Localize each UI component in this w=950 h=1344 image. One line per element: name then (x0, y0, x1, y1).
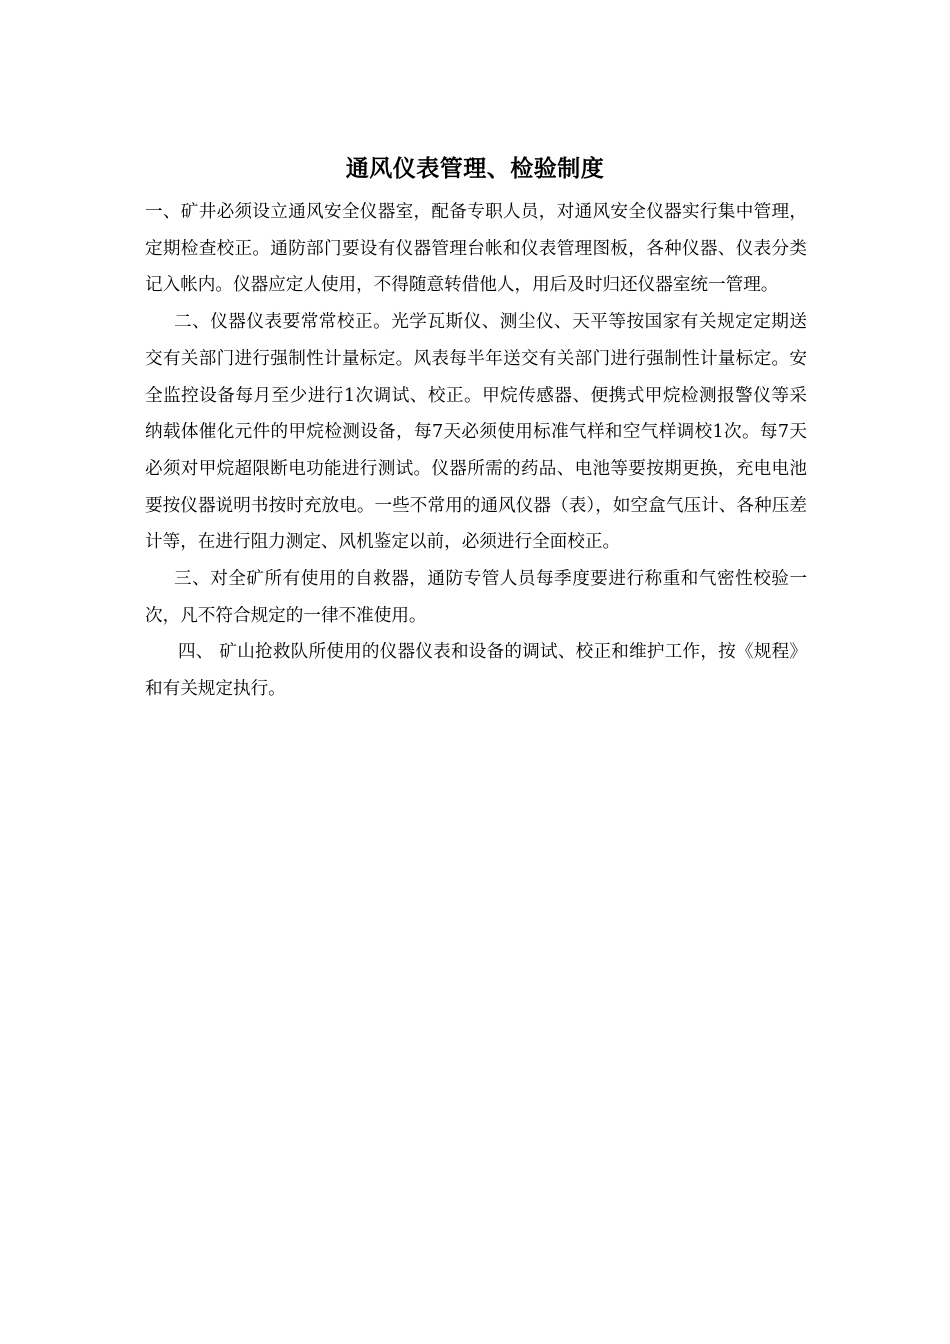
document-title: 通风仪表管理、检验制度 (345, 156, 605, 182)
paragraph-3: 三、对全矿所有使用的自救器，通防专管人员每季度要进行称重和气密性校验一次，凡不符合规定的一律不准使用。 (145, 569, 807, 626)
paragraph-4: 四、 矿山抢救队所使用的仪器仪表和设备的调试、校正和维护工作，按《规程》和有关规定执行。 (145, 642, 807, 700)
paragraph-1: 一、矿井必须设立通风安全仪器室，配备专职人员，对通风安全仪器实行集中管理，定期检查校正。通防部门要设有仪器管理台帐和仪表管理图板，各种仪器、仪表分类记入帐内。仪器应定人使用，不得随意转借他人，用后及时归还仪器室统一管理。 (145, 202, 807, 296)
document-body (145, 194, 807, 708)
paragraph-2: 二、仪器仪表要常常校正。光学瓦斯仪、测尘仪、天平等按国家有关规定定期送交有关部门进行强制性计量标定。风表每半年送交有关部门进行强制性计量标定。安全监控设备每月至少进行1次调试、校正。甲烷传感器、便携式甲烷检测报警仪等采纳载体催化元件的甲烷检测设备，每7天必须使用标准气样和空气样调校1次。每7天必须对甲烷超限断电功能进行测试。仪器所需的药品、电池等要按期更换，充电电池要按仪器说明书按时充放电。一些不常用的通风仪器（表），如空盒气压计、各种压差计等，在进行阻力测定、风机鉴定以前，必须进行全面校正。 (145, 312, 807, 553)
